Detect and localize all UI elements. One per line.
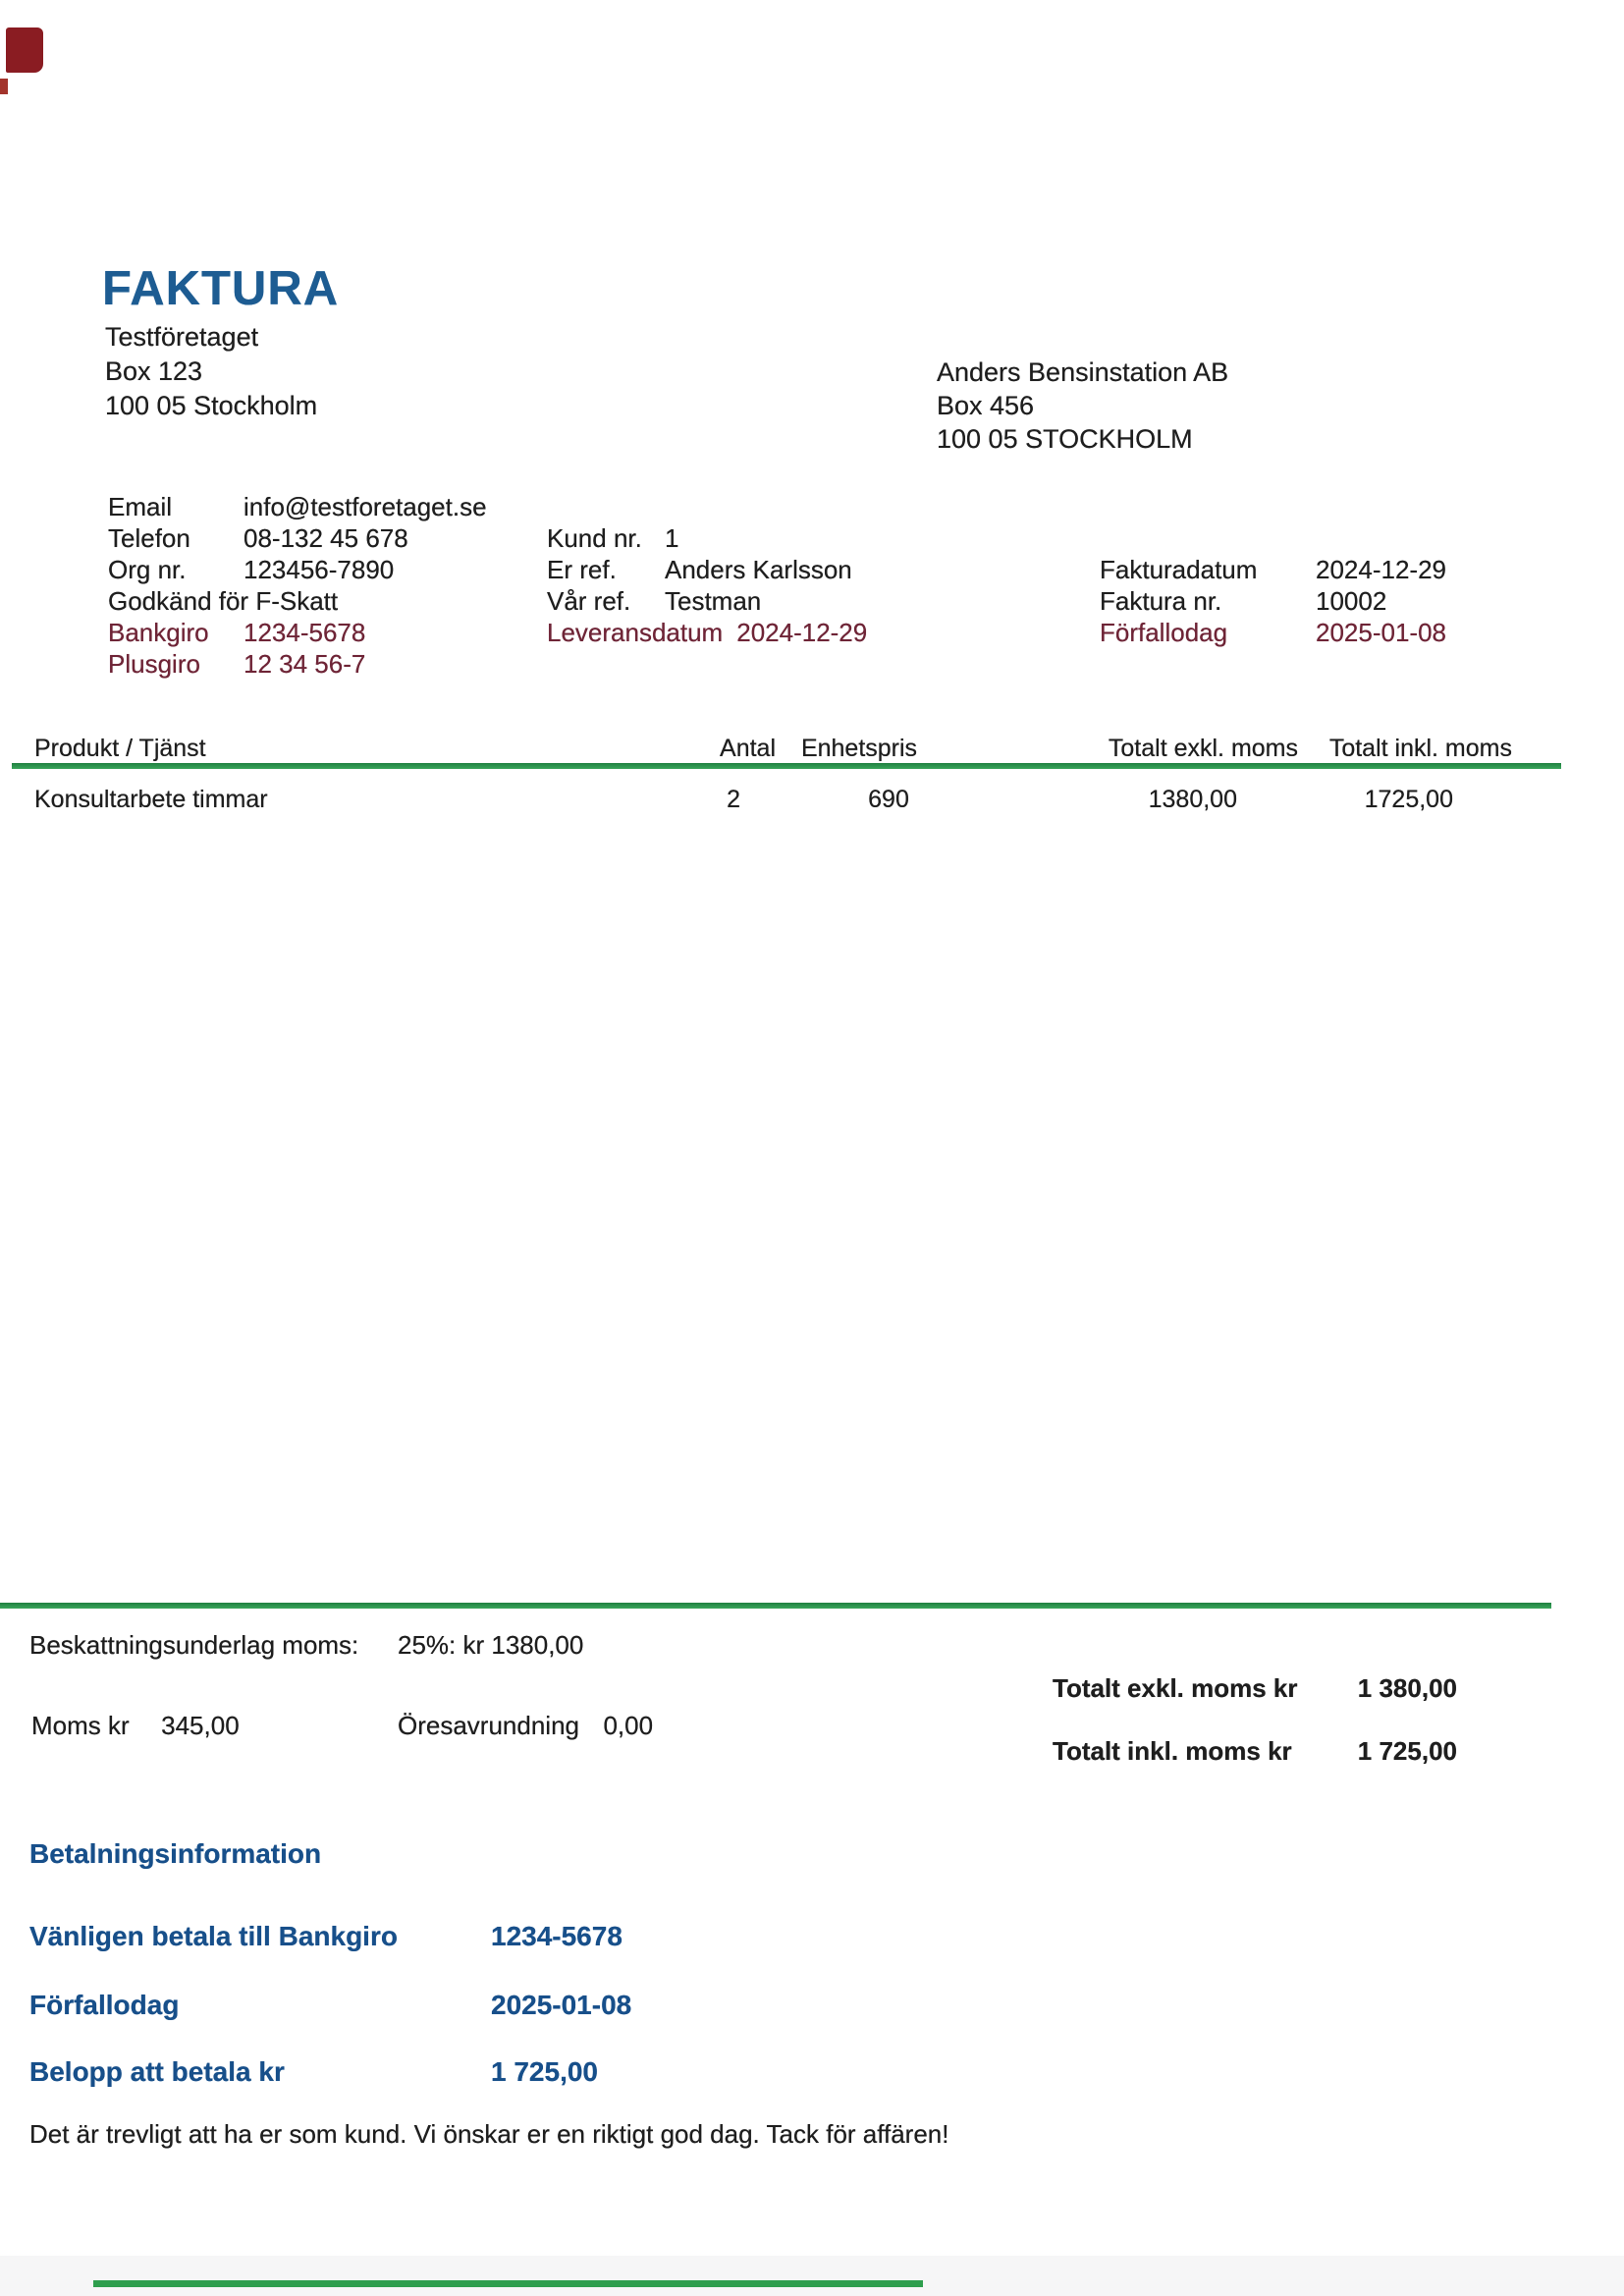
contact-label: Plusgiro bbox=[108, 649, 200, 679]
table-header-total-incl: Totalt inkl. moms bbox=[1328, 735, 1512, 762]
meta-row-invoice-no bbox=[1100, 585, 1446, 617]
payment-due-date-label: Förfallodag bbox=[29, 1990, 180, 2020]
contact-value: 08-132 45 678 bbox=[244, 523, 408, 553]
contact-row-bankgiro bbox=[108, 617, 487, 648]
vat-row bbox=[31, 1711, 240, 1741]
cell-unit-price: 690 bbox=[868, 786, 909, 813]
ref-label: Vår ref. bbox=[547, 586, 631, 616]
ref-row-our-ref bbox=[547, 585, 867, 617]
contact-label: Telefon bbox=[108, 523, 190, 553]
table-header-total-excl: Totalt exkl. moms bbox=[1108, 735, 1298, 762]
ref-value: Testman bbox=[665, 586, 762, 616]
vat-value: 345,00 bbox=[161, 1711, 240, 1740]
ref-label: Kund nr. bbox=[547, 523, 642, 553]
table-header-unit-price: Enhetspris bbox=[800, 735, 918, 762]
ref-value: 2024-12-29 bbox=[736, 618, 868, 647]
contact-value: info@testforetaget.se bbox=[244, 492, 487, 521]
scan-artifact-left-edge bbox=[0, 79, 8, 94]
ref-value: Anders Karlsson bbox=[665, 555, 852, 584]
reference-block bbox=[547, 522, 867, 648]
contact-row-email bbox=[108, 491, 487, 522]
contact-value: 1234-5678 bbox=[244, 618, 366, 647]
scan-artifact-top-left bbox=[6, 27, 43, 73]
document-title: FAKTURA bbox=[102, 262, 340, 315]
meta-label: Faktura nr. bbox=[1100, 586, 1222, 616]
ref-label: Er ref. bbox=[547, 555, 617, 584]
ref-value: 1 bbox=[665, 523, 679, 553]
vat-label: Moms kr bbox=[31, 1711, 130, 1740]
ref-row-customer-no bbox=[547, 522, 867, 554]
contact-value: 123456-7890 bbox=[244, 555, 395, 584]
sender-name: Testföretaget bbox=[105, 322, 259, 352]
meta-label: Förfallodag bbox=[1100, 618, 1228, 647]
sender-address-block bbox=[105, 320, 317, 423]
meta-value: 2025-01-08 bbox=[1316, 618, 1446, 647]
payment-bankgiro-label: Vänligen betala till Bankgiro bbox=[29, 1921, 398, 1951]
contact-row-fskatt bbox=[108, 585, 487, 617]
ref-row-delivery-date bbox=[547, 617, 867, 648]
tax-base-label: Beskattningsunderlag moms: bbox=[29, 1630, 359, 1660]
total-incl-row bbox=[1053, 1736, 1457, 1767]
payment-heading: Betalningsinformation bbox=[29, 1838, 322, 1869]
recipient-address-line1: Box 456 bbox=[937, 391, 1035, 420]
cell-total-incl: 1725,00 bbox=[1364, 786, 1453, 813]
payment-amount-label: Belopp att betala kr bbox=[29, 2056, 285, 2087]
tax-base-value: 25%: kr 1380,00 bbox=[398, 1630, 584, 1660]
payment-due-date-value: 2025-01-08 bbox=[491, 1990, 632, 2020]
recipient-name: Anders Bensinstation AB bbox=[937, 357, 1229, 387]
payment-amount-value: 1 725,00 bbox=[491, 2056, 598, 2087]
summary-separator bbox=[0, 1603, 1551, 1609]
meta-label: Fakturadatum bbox=[1100, 555, 1258, 584]
cell-product: Konsultarbete timmar bbox=[34, 786, 268, 813]
table-header-product: Produkt / Tjänst bbox=[34, 735, 206, 762]
scan-artifact-bottom-line bbox=[93, 2280, 923, 2287]
cell-total-excl: 1380,00 bbox=[1148, 786, 1237, 813]
sender-address-line2: 100 05 Stockholm bbox=[105, 391, 318, 420]
meta-value: 2024-12-29 bbox=[1316, 555, 1446, 584]
total-excl-label: Totalt exkl. moms kr bbox=[1053, 1673, 1298, 1703]
meta-row-due-date bbox=[1100, 617, 1446, 648]
ref-row-your-ref bbox=[547, 554, 867, 585]
ref-label: Leveransdatum bbox=[547, 618, 724, 647]
payment-bankgiro-value: 1234-5678 bbox=[491, 1921, 623, 1951]
table-header-qty: Antal bbox=[720, 735, 776, 762]
contact-label: Email bbox=[108, 492, 173, 521]
sender-contact-block bbox=[108, 491, 487, 680]
recipient-address-line2: 100 05 STOCKHOLM bbox=[937, 424, 1193, 454]
contact-label: Godkänd för F-Skatt bbox=[108, 586, 339, 616]
sender-address-line1: Box 123 bbox=[105, 356, 203, 386]
contact-row-orgnr bbox=[108, 554, 487, 585]
contact-row-plusgiro bbox=[108, 648, 487, 680]
scan-edge-shadow bbox=[0, 2256, 1624, 2296]
meta-value: 10002 bbox=[1316, 586, 1387, 616]
contact-label: Bankgiro bbox=[108, 618, 209, 647]
total-excl-value: 1 380,00 bbox=[1357, 1673, 1457, 1703]
contact-row-phone bbox=[108, 522, 487, 554]
footer-note: Det är trevligt att ha er som kund. Vi önskar er en riktigt god dag. Tack för affären! bbox=[29, 2119, 949, 2149]
invoice-meta-block bbox=[1100, 554, 1446, 648]
rounding-label: Öresavrundning bbox=[398, 1711, 579, 1740]
meta-row-invoice-date bbox=[1100, 554, 1446, 585]
rounding-value: 0,00 bbox=[603, 1711, 654, 1740]
cell-qty: 2 bbox=[727, 786, 740, 813]
table-header-separator bbox=[12, 763, 1561, 769]
contact-value: 12 34 56-7 bbox=[244, 649, 366, 679]
rounding-row bbox=[398, 1711, 653, 1741]
contact-label: Org nr. bbox=[108, 555, 187, 584]
recipient-address-block bbox=[937, 355, 1228, 456]
total-incl-value: 1 725,00 bbox=[1357, 1736, 1457, 1766]
total-incl-label: Totalt inkl. moms kr bbox=[1053, 1736, 1292, 1766]
spacer bbox=[723, 617, 736, 648]
total-excl-row bbox=[1053, 1673, 1457, 1704]
